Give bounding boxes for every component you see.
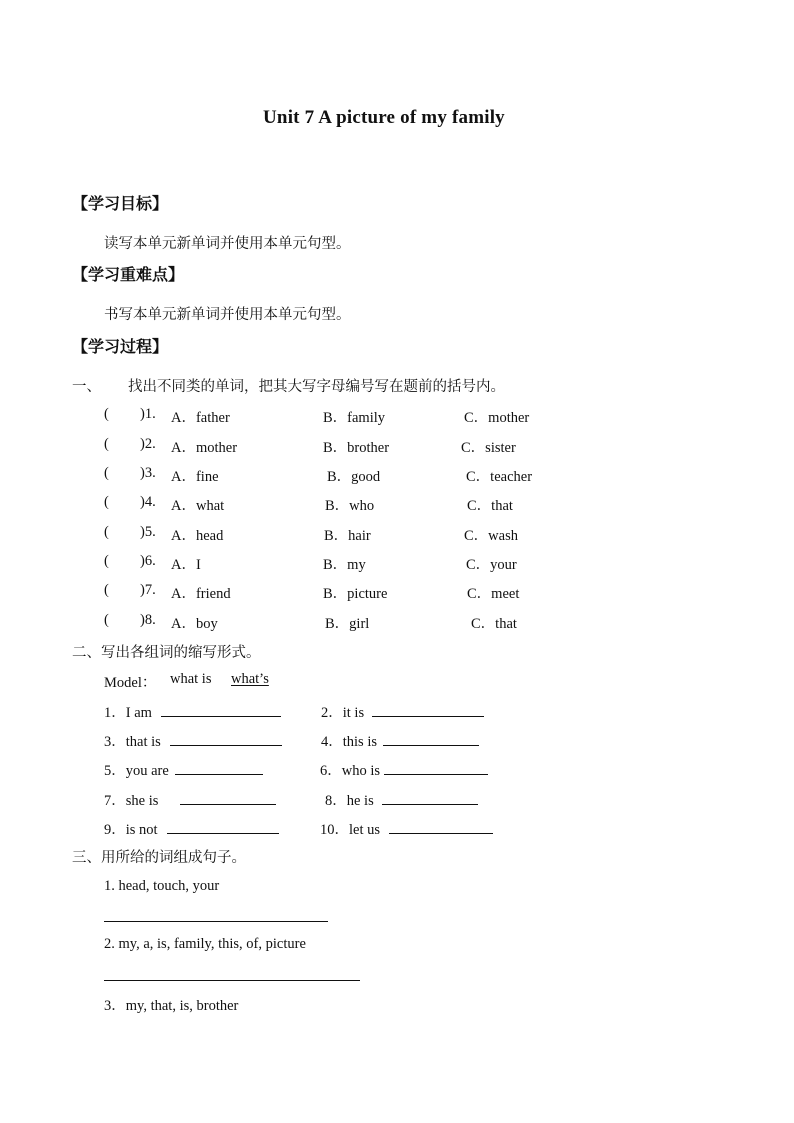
process-heading: 【学习过程】: [72, 337, 169, 356]
item-number: )3.: [140, 465, 156, 481]
contraction-item: 8．he is: [325, 793, 374, 809]
contraction-item: 7．she is: [104, 793, 159, 809]
option-a: A．friend: [171, 586, 231, 602]
answer-blank[interactable]: [389, 833, 493, 834]
option-c: C．teacher: [466, 469, 533, 485]
option-c: C．your: [466, 557, 517, 573]
option-a: A．fine: [171, 469, 219, 485]
answer-blank[interactable]: [372, 716, 484, 717]
part3-heading: 三、用所给的词组成句子。: [72, 850, 246, 866]
sentence-prompt: 3．my, that, is, brother: [104, 998, 239, 1014]
option-c: C．sister: [461, 440, 516, 456]
paren: (: [104, 406, 109, 422]
paren: (: [104, 582, 109, 598]
option-c: C．mother: [464, 410, 530, 426]
answer-blank[interactable]: [180, 804, 276, 805]
option-b: B．picture: [323, 586, 388, 602]
model-label: Model：: [104, 675, 157, 691]
sentence-answer-line[interactable]: [104, 980, 360, 981]
option-a: A．boy: [171, 616, 218, 632]
paren: (: [104, 494, 109, 510]
option-a: A．father: [171, 410, 230, 426]
contraction-item: 9．is not: [104, 822, 158, 838]
part1-number: 一、: [72, 379, 101, 395]
goals-text: 读写本单元新单词并使用本单元句型。: [104, 236, 351, 252]
paren: (: [104, 436, 109, 452]
option-b: B．brother: [323, 440, 390, 456]
item-number: )2.: [140, 436, 156, 452]
focus-heading: 【学习重难点】: [72, 265, 185, 284]
focus-text: 书写本单元新单词并使用本单元句型。: [104, 307, 351, 323]
page-title: Unit 7 A picture of my family: [263, 107, 505, 128]
goals-heading: 【学习目标】: [72, 194, 169, 213]
option-c: C．that: [471, 616, 517, 632]
item-number: )4.: [140, 494, 156, 510]
option-c: C．wash: [464, 528, 518, 544]
option-b: B．girl: [325, 616, 370, 632]
option-b: B．hair: [324, 528, 371, 544]
contraction-item: 3．that is: [104, 734, 161, 750]
option-a: A．head: [171, 528, 224, 544]
part2-heading: 二、写出各组词的缩写形式。: [72, 645, 261, 661]
part1-heading: 找出不同类的单词，把其大写字母编号写在题前的括号内。: [128, 379, 505, 395]
item-number: )7.: [140, 582, 156, 598]
answer-blank[interactable]: [167, 833, 279, 834]
item-number: )1.: [140, 406, 156, 422]
model-answer: what’s: [231, 671, 269, 687]
answer-blank[interactable]: [161, 716, 281, 717]
option-a: A．what: [171, 498, 225, 514]
answer-blank[interactable]: [175, 774, 263, 775]
sentence-prompt: 2. my, a, is, family, this, of, picture: [104, 936, 306, 952]
answer-blank[interactable]: [170, 745, 282, 746]
paren: (: [104, 612, 109, 628]
answer-blank[interactable]: [384, 774, 488, 775]
paren: (: [104, 524, 109, 540]
item-number: )6.: [140, 553, 156, 569]
contraction-item: 1．I am: [104, 705, 152, 721]
sentence-prompt: 1. head, touch, your: [104, 878, 220, 894]
option-b: B．family: [323, 410, 386, 426]
option-b: B．who: [325, 498, 375, 514]
contraction-item: 5．you are: [104, 763, 169, 779]
contraction-item: 2．it is: [321, 705, 365, 721]
paren: (: [104, 553, 109, 569]
sentence-answer-line[interactable]: [104, 921, 328, 922]
option-a: A．I: [171, 557, 201, 573]
item-number: )5.: [140, 524, 156, 540]
contraction-item: 6．who is: [320, 763, 381, 779]
option-c: C．meet: [467, 586, 520, 602]
answer-blank[interactable]: [382, 804, 478, 805]
option-c: C．that: [467, 498, 513, 514]
option-b: B．my: [323, 557, 366, 573]
contraction-item: 4．this is: [321, 734, 377, 750]
option-b: B．good: [327, 469, 381, 485]
model-phrase: what is: [170, 671, 212, 687]
contraction-item: 10．let us: [320, 822, 381, 838]
answer-blank[interactable]: [383, 745, 479, 746]
item-number: )8.: [140, 612, 156, 628]
option-a: A．mother: [171, 440, 238, 456]
paren: (: [104, 465, 109, 481]
